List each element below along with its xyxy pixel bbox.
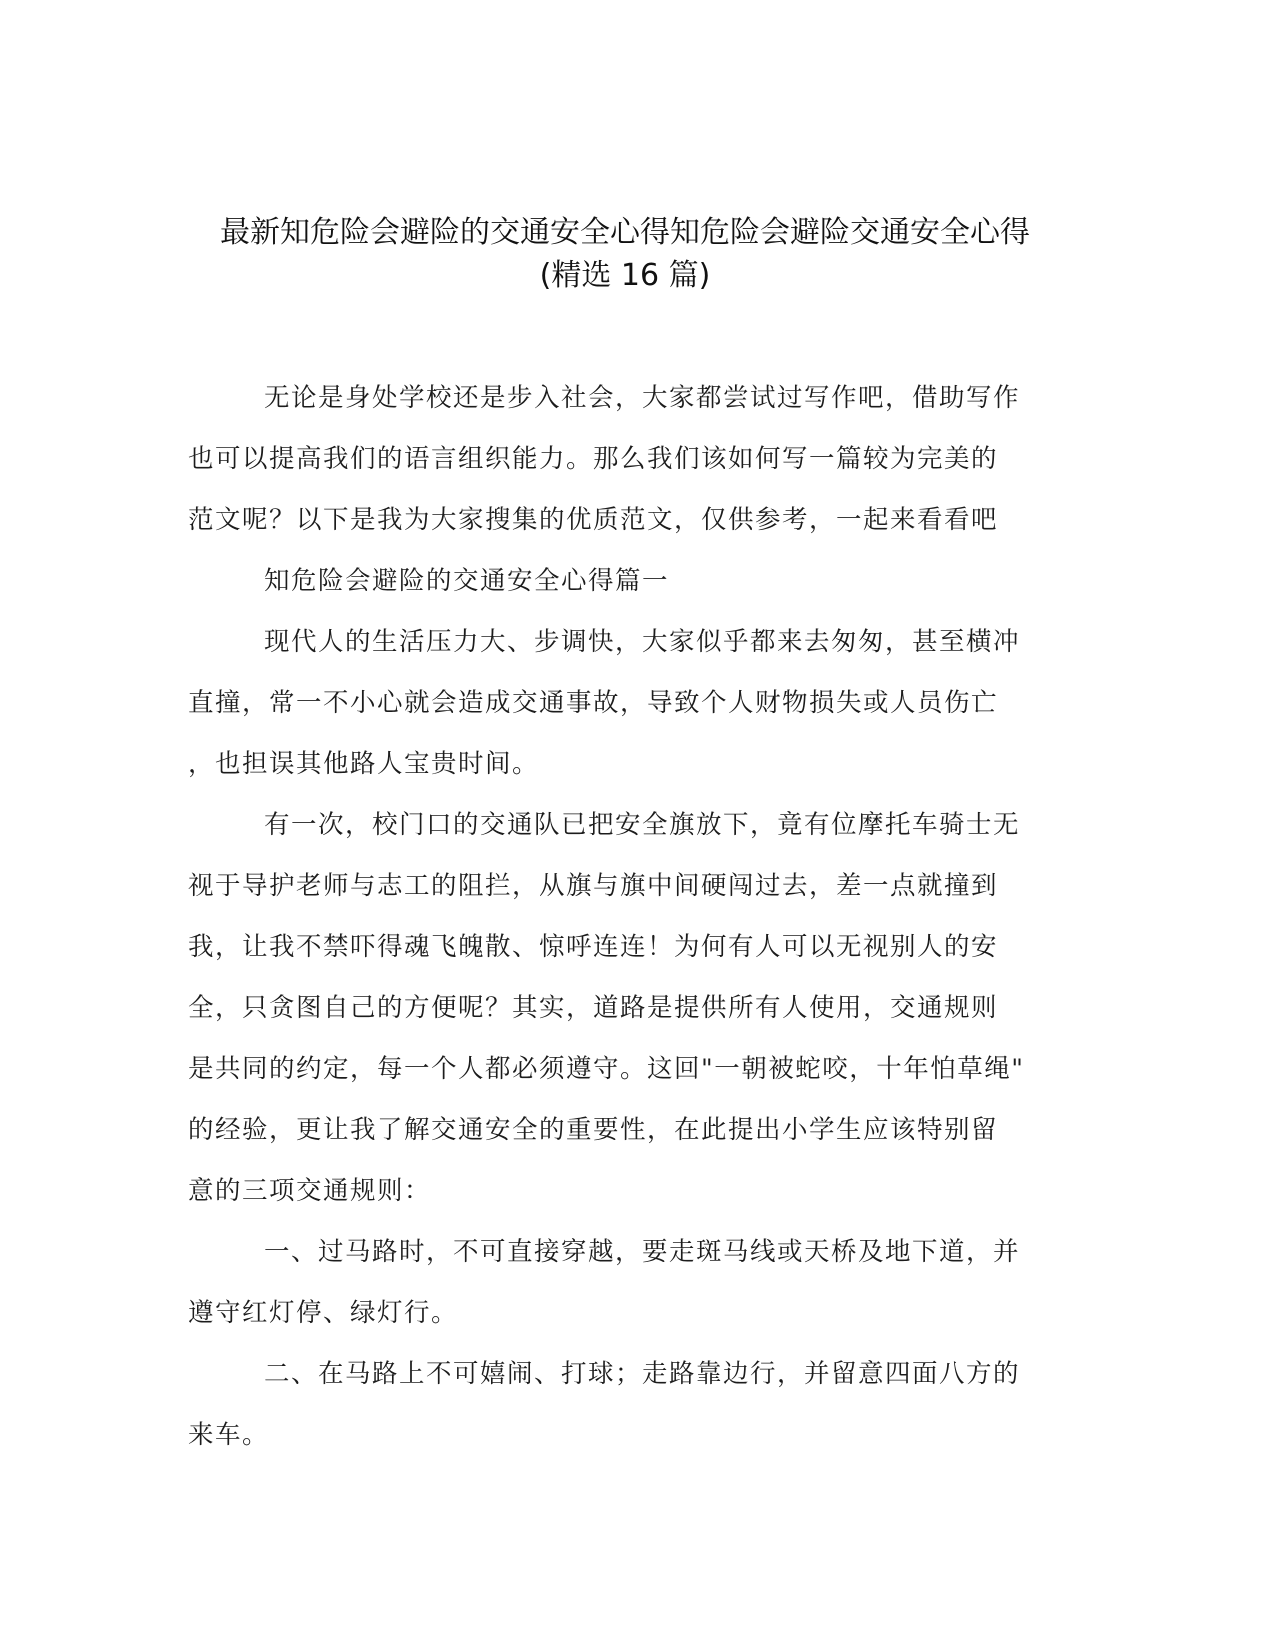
paragraph-line: 有一次，校门口的交通队已把安全旗放下，竟有位摩托车骑士无 — [264, 810, 1021, 840]
paragraph-line: 视于导护老师与志工的阻拦，从旗与旗中间硬闯过去，差一点就撞到 — [188, 871, 999, 901]
paragraph-line: 是共同的约定，每一个人都必须遵守。这回"一朝被蛇咬，十年怕草绳" — [188, 1054, 1025, 1084]
paragraph-line: 遵守红灯停、绿灯行。 — [188, 1298, 459, 1328]
document-title: 最新知危险会避险的交通安全心得知危险会避险交通安全心得 — [220, 215, 1030, 250]
paragraph-line: 我，让我不禁吓得魂飞魄散、惊呼连连！为何有人可以无视别人的安 — [188, 932, 999, 962]
paragraph-line: 二、在马路上不可嬉闹、打球；走路靠边行，并留意四面八方的 — [264, 1359, 1021, 1389]
paragraph-line: 一、过马路时，不可直接穿越，要走斑马线或天桥及地下道，并 — [264, 1237, 1021, 1267]
paragraph-line: 也可以提高我们的语言组织能力。那么我们该如何写一篇较为完美的 — [188, 444, 999, 474]
paragraph-line: 直撞，常一不小心就会造成交通事故，导致个人财物损失或人员伤亡 — [188, 688, 999, 718]
section-heading: 知危险会避险的交通安全心得篇一 — [264, 566, 670, 596]
document-subtitle: (精选 16 篇) — [539, 258, 711, 293]
document-body — [188, 368, 1088, 1466]
paragraph-line: 来车。 — [188, 1420, 270, 1450]
paragraph-line: 意的三项交通规则： — [188, 1176, 432, 1206]
paragraph-line: 现代人的生活压力大、步调快，大家似乎都来去匆匆，甚至横冲 — [264, 627, 1021, 657]
paragraph-line: 范文呢？以下是我为大家搜集的优质范文，仅供参考，一起来看看吧 — [188, 505, 999, 535]
paragraph-line: 无论是身处学校还是步入社会，大家都尝试过写作吧，借助写作 — [264, 383, 1021, 413]
paragraph-line: ，也担误其他路人宝贵时间。 — [188, 749, 540, 779]
paragraph-line: 全，只贪图自己的方便呢？其实，道路是提供所有人使用，交通规则 — [188, 993, 999, 1023]
paragraph-line: 的经验，更让我了解交通安全的重要性，在此提出小学生应该特别留 — [188, 1115, 999, 1145]
